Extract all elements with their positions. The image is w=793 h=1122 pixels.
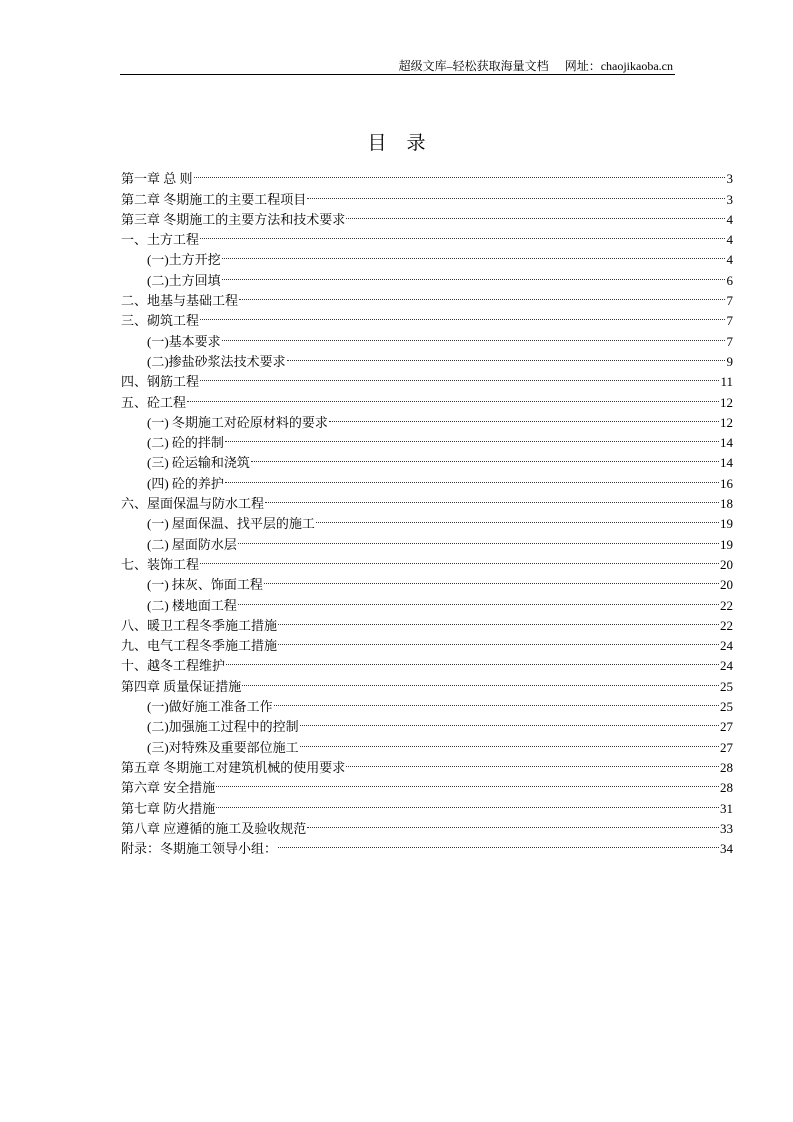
toc-entry[interactable] bbox=[121, 366, 733, 390]
toc-entry-label: 五、砼工程 bbox=[121, 394, 187, 410]
toc-entry-page-number: 7 bbox=[726, 333, 733, 349]
toc-entry-label: (二) 屋面防水层 bbox=[147, 536, 237, 552]
toc-entry[interactable] bbox=[121, 244, 733, 268]
toc-entry-label: 四、钢筋工程 bbox=[121, 374, 200, 390]
toc-entry-label: (一) 屋面保温、找平层的施工 bbox=[147, 516, 315, 532]
toc-entry-label: 八、暖卫工程冬季施工措施 bbox=[121, 617, 278, 633]
toc-entry-page-number: 24 bbox=[720, 658, 733, 674]
toc-entry-label: (二) 砼的拌制 bbox=[147, 435, 224, 451]
toc-entry-page-number: 20 bbox=[720, 556, 733, 572]
toc-entry-page-number: 7 bbox=[726, 313, 733, 329]
toc-entry[interactable] bbox=[121, 224, 733, 248]
toc-dot-leader bbox=[264, 569, 719, 589]
toc-entry-page-number: 25 bbox=[720, 699, 733, 715]
toc-entry-label: 第六章 安全措施 bbox=[121, 780, 216, 796]
toc-entry-label: (二)掺盐砂浆法技术要求 bbox=[147, 353, 286, 369]
toc-entry-page-number: 14 bbox=[720, 435, 733, 451]
toc-dot-leader bbox=[346, 752, 719, 772]
toc-entry-label: 九、电气工程冬季施工措施 bbox=[121, 638, 278, 654]
toc-entry-page-number: 9 bbox=[726, 353, 733, 369]
title-char-2: 录 bbox=[406, 132, 426, 154]
toc-entry-page-number: 12 bbox=[720, 394, 733, 410]
toc-dot-leader bbox=[278, 630, 719, 650]
toc-entry-label: 附录：冬期施工领导小组： bbox=[121, 841, 278, 857]
toc-dot-leader bbox=[346, 204, 725, 224]
toc-dot-leader bbox=[238, 528, 719, 548]
toc-entry-label: (一)做好施工准备工作 bbox=[147, 699, 273, 715]
toc-dot-leader bbox=[265, 488, 719, 508]
header-url: 网址：chaojikaoba.cn bbox=[564, 59, 673, 73]
toc-entry-label: (一)基本要求 bbox=[147, 333, 221, 349]
toc-dot-leader bbox=[194, 163, 725, 183]
toc-entry-label: (三)对特殊及重要部位施工 bbox=[147, 739, 299, 755]
toc-dot-leader bbox=[300, 731, 719, 751]
toc-entry[interactable] bbox=[121, 407, 733, 430]
header-text bbox=[399, 57, 673, 74]
toc-dot-leader bbox=[200, 224, 725, 244]
toc-entry-page-number: 4 bbox=[726, 252, 733, 268]
toc-entry-page-number: 20 bbox=[720, 577, 733, 593]
toc-dot-leader bbox=[216, 772, 719, 792]
toc-entry[interactable] bbox=[121, 569, 733, 593]
toc-entry[interactable] bbox=[121, 386, 733, 410]
toc-entry-label: (一)土方开挖 bbox=[147, 252, 221, 268]
toc-entry-label: 十、越冬工程维护 bbox=[121, 658, 226, 674]
toc-dot-leader bbox=[216, 792, 719, 812]
toc-dot-leader bbox=[278, 610, 719, 630]
toc-dot-leader bbox=[242, 670, 719, 690]
toc-entry-label: 第三章 冬期施工的主要方法和技术要求 bbox=[121, 211, 346, 227]
toc-entry-label: (二)土方回填 bbox=[147, 272, 221, 288]
toc-entry[interactable] bbox=[121, 163, 733, 187]
toc-entry-label: 二、地基与基础工程 bbox=[121, 293, 239, 309]
toc-entry-page-number: 27 bbox=[720, 719, 733, 735]
toc-entry-label: 第二章 冬期施工的主要工程项目 bbox=[121, 191, 307, 207]
toc-entry-label: (一) 冬期施工对砼原材料的要求 bbox=[147, 414, 328, 430]
toc-entry-label: 第七章 防火措施 bbox=[121, 800, 216, 816]
toc-entry-label: 七、装饰工程 bbox=[121, 556, 200, 572]
toc-dot-leader bbox=[222, 264, 725, 284]
toc-entry[interactable] bbox=[121, 183, 733, 207]
toc-entry-page-number: 6 bbox=[726, 272, 733, 288]
toc-entry-page-number: 7 bbox=[726, 293, 733, 309]
toc-entry-label: 第五章 冬期施工对建筑机械的使用要求 bbox=[121, 759, 346, 775]
toc-dot-leader bbox=[222, 325, 725, 345]
toc-dot-leader bbox=[222, 244, 725, 264]
toc-entry-page-number: 33 bbox=[720, 820, 733, 836]
toc-entry-label: 第四章 质量保证措施 bbox=[121, 678, 242, 694]
toc-entry-page-number: 3 bbox=[726, 171, 733, 187]
toc-entry-label: 六、屋面保温与防水工程 bbox=[121, 496, 265, 512]
toc-entry-page-number: 4 bbox=[726, 232, 733, 248]
toc-dot-leader bbox=[329, 407, 719, 427]
toc-entry-page-number: 12 bbox=[720, 414, 733, 430]
toc-dot-leader bbox=[307, 183, 725, 203]
toc-dot-leader bbox=[287, 346, 725, 366]
header-site-name: 超级文库–轻松获取海量文档 bbox=[398, 59, 549, 73]
toc-dot-leader bbox=[225, 427, 719, 447]
toc-entry-page-number: 25 bbox=[720, 678, 733, 694]
toc-entry-page-number: 4 bbox=[726, 211, 733, 227]
toc-entry-page-number: 31 bbox=[720, 800, 733, 816]
toc-entry-page-number: 19 bbox=[720, 516, 733, 532]
toc-entry-label: (三) 砼运输和浇筑 bbox=[147, 455, 250, 471]
page-title bbox=[0, 128, 793, 155]
toc-entry-page-number: 16 bbox=[720, 475, 733, 491]
toc-entry-page-number: 14 bbox=[720, 455, 733, 471]
toc-entry[interactable] bbox=[121, 305, 733, 329]
toc-entry-page-number: 22 bbox=[720, 597, 733, 613]
toc-entry[interactable] bbox=[121, 325, 733, 349]
table-of-contents bbox=[121, 163, 733, 857]
toc-entry-label: 第八章 应遵循的施工及验收规范 bbox=[121, 820, 307, 836]
toc-entry-label: 三、砌筑工程 bbox=[121, 313, 200, 329]
page-header bbox=[120, 56, 675, 75]
toc-dot-leader bbox=[200, 549, 719, 569]
toc-entry-page-number: 22 bbox=[720, 617, 733, 633]
toc-entry-page-number: 19 bbox=[720, 536, 733, 552]
toc-entry-page-number: 3 bbox=[726, 191, 733, 207]
toc-dot-leader bbox=[239, 285, 725, 305]
toc-entry-label: (一) 抹灰、饰面工程 bbox=[147, 577, 263, 593]
toc-entry-label: (二) 楼地面工程 bbox=[147, 597, 237, 613]
toc-entry-page-number: 28 bbox=[720, 780, 733, 796]
toc-dot-leader bbox=[200, 305, 725, 325]
toc-dot-leader bbox=[226, 650, 719, 670]
toc-dot-leader bbox=[278, 833, 719, 853]
toc-entry-page-number: 27 bbox=[720, 739, 733, 755]
toc-dot-leader bbox=[300, 711, 719, 731]
toc-dot-leader bbox=[238, 589, 719, 609]
toc-dot-leader bbox=[200, 366, 719, 386]
toc-dot-leader bbox=[187, 386, 719, 406]
toc-entry-page-number: 11 bbox=[720, 374, 733, 390]
toc-entry-label: (四) 砼的养护 bbox=[147, 475, 224, 491]
toc-dot-leader bbox=[307, 813, 719, 833]
toc-dot-leader bbox=[225, 467, 719, 487]
toc-entry[interactable] bbox=[121, 549, 733, 572]
toc-entry-page-number: 28 bbox=[720, 759, 733, 775]
toc-entry-page-number: 18 bbox=[720, 496, 733, 512]
toc-entry-label: 第一章 总 则 bbox=[121, 171, 193, 187]
toc-dot-leader bbox=[251, 447, 719, 467]
toc-entry-label: (二)加强施工过程中的控制 bbox=[147, 719, 299, 735]
toc-entry-page-number: 34 bbox=[720, 841, 733, 857]
title-char-1: 目 bbox=[367, 132, 387, 154]
toc-entry-page-number: 24 bbox=[720, 638, 733, 654]
toc-dot-leader bbox=[274, 691, 719, 711]
toc-dot-leader bbox=[316, 508, 719, 528]
toc-entry-label: 一、土方工程 bbox=[121, 232, 200, 248]
